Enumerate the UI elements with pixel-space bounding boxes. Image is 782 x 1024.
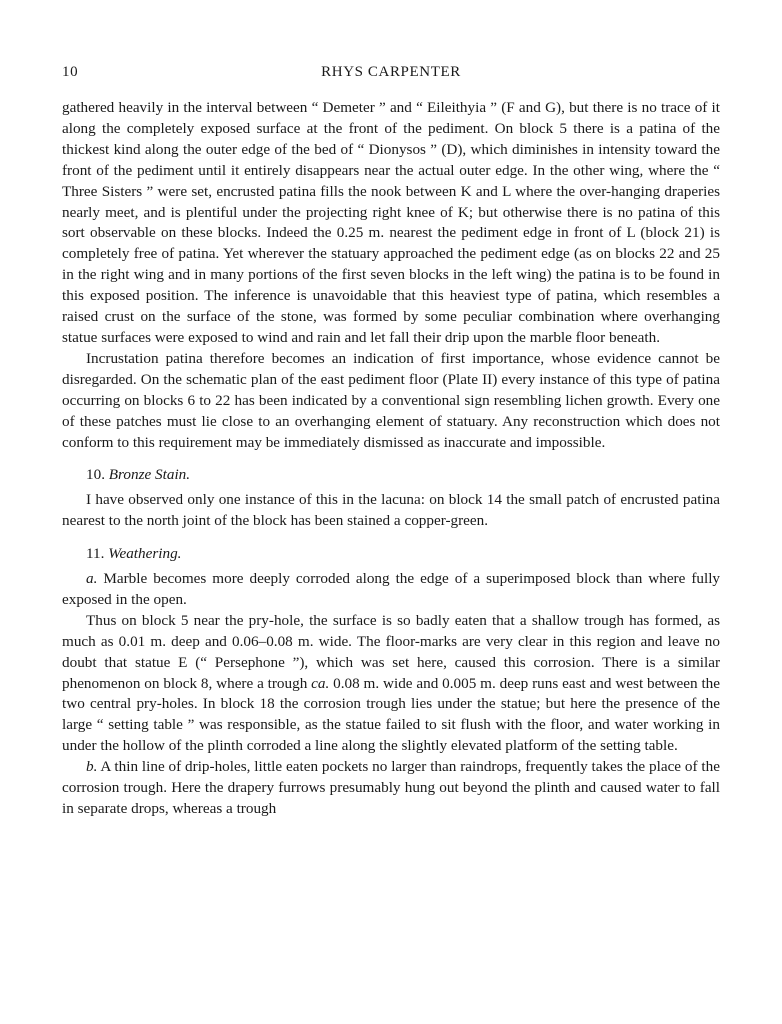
paragraph-thus: [62, 611, 720, 757]
paragraph-thus-part-1: Thus on block 5 near the pry-hole, the surface is so badly eaten that a shallow trough has formed, as much as 0.01 m. deep and 0.06–0.08 m. wide. The floor-marks are very clear in this region and leave no doubt that statue E (“ Persephone ”), which was set here, caused this corrosion. There is a similar phenomenon on block 8, where a trough: [62, 611, 720, 692]
abbreviation-ca: ca.: [311, 674, 330, 692]
subparagraph-letter: b.: [86, 758, 98, 776]
section-number: 10.: [86, 466, 105, 484]
section-heading-bronze-stain: [62, 465, 720, 486]
section-heading-weathering: [62, 544, 720, 565]
paragraph-b: [62, 757, 720, 820]
section-title: Weathering.: [108, 545, 182, 563]
running-head: [62, 62, 720, 84]
running-title: RHYS CARPENTER: [321, 64, 461, 80]
paragraph-continued: gathered heavily in the interval between “ Demeter ” and “ Eileithyia ” (F and G), but there is no trace of it along the completely exposed surface at the front of the pediment. On block 5 there is a patina of the thickest kind along the outer edge of the bed of “ Dionysos ” (D), which diminishes in intensity toward the front of the pediment until it entirely disappears near the actual outer edge. In the other wing, where the “ Three Sisters ” were set, encrusted patina fills the nook between K and L where the over-hanging draperies nearly meet, and is plentiful under the projecting right knee of K; but otherwise there is no patina of this sort observable on these blocks. Indeed the 0.25 m. nearest the pediment edge in front of L (block 21) is completely free of patina. Yet wherever the statuary approached the pediment edge (as on blocks 22 and 25 in the right wing and in many portions of the first seven blocks in the left wing) the patina is to be found in this exposed position. The inference is unavoidable that this heaviest type of patina, which resembles a raised crust on the surface of the stone, was formed by some peculiar combination where overhanging statue surfaces were exposed to wind and rain and let fall their drip upon the marble floor beneath.: [62, 99, 720, 346]
paragraph-thus-part-2: 0.08 m. wide and 0.005 m. deep runs east and west between the two central pry-holes. In block 18 the corrosion trough lies under the statue; but here the presence of the large “ setting table ” was responsible, as the statue failed to sit flush with the floor, and water working in under the hollow of the plinth corroded a line along the slightly elevated platform of the setting table.: [62, 674, 721, 755]
paragraph-bronze-stain: I have observed only one instance of this in the lacuna: on block 14 the small patch of encrusted patina nearest to the north joint of the block has been stained a copper-green.: [62, 491, 720, 530]
body-text: [62, 98, 720, 820]
section-number: 11.: [86, 545, 105, 563]
paragraph-a: [62, 569, 720, 611]
paragraph-a-text: Marble becomes more deeply corroded along the edge of a superimposed block than where fully exposed in the open.: [62, 570, 721, 608]
page-number: 10: [62, 64, 79, 80]
section-title: Bronze Stain.: [108, 466, 191, 484]
subparagraph-letter: a.: [86, 570, 98, 588]
paragraph-b-text: A thin line of drip-holes, little eaten pockets no larger than raindrops, frequently takes the place of the corrosion trough. Here the drapery furrows presumably hung out beyond the plinth and caused water to fall in separate drops, whereas a trough: [62, 758, 720, 817]
paragraph-incrustation: Incrustation patina therefore becomes an indication of first importance, whose evidence cannot be disregarded. On the schematic plan of the east pediment floor (Plate II) every instance of this type of patina occurring on blocks 6 to 22 has been indicated by a conventional sign resembling lichen growth. Every one of these patches must lie close to an overhanging element of statuary. Any reconstruction which does not conform to this requirement may be immediately dismissed as inaccurate and impossible.: [62, 349, 720, 451]
